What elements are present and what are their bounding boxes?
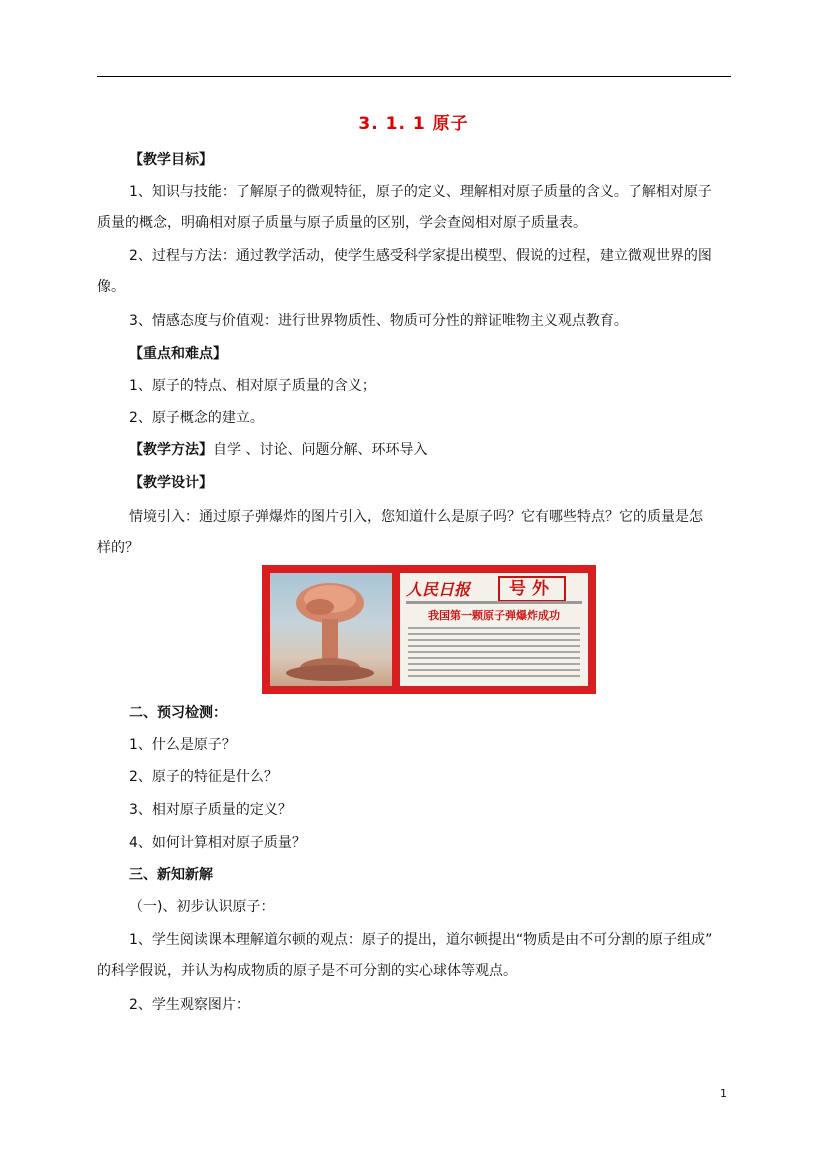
question-4: 4、如何计算相对原子质量？	[129, 835, 306, 851]
new-knowledge-heading: 三、新知新解	[129, 867, 213, 883]
subheading-bar	[406, 601, 582, 604]
text-line	[408, 633, 580, 635]
text-line	[408, 627, 580, 629]
text-line	[408, 651, 580, 653]
keypoint-1: 1、原子的特点、相对原子质量的含义；	[129, 378, 376, 394]
text-line	[408, 675, 580, 677]
preview-heading: 二、预习检测：	[129, 705, 227, 721]
text-line	[408, 657, 580, 659]
header-rule	[97, 76, 731, 77]
method-text: 自学 、讨论、问题分解、环环导入	[213, 442, 428, 458]
design-heading: 【教学设计】	[129, 475, 213, 491]
objective-2-line-2: 像。	[97, 279, 125, 295]
newspaper-page	[400, 573, 588, 686]
text-line	[408, 639, 580, 641]
text-line	[408, 663, 580, 665]
intro-line-2: 样的？	[97, 540, 139, 556]
text-line	[408, 645, 580, 647]
question-3: 3、相对原子质量的定义？	[129, 802, 292, 818]
question-2: 2、原子的特征是什么？	[129, 769, 278, 785]
keypoint-2: 2、原子概念的建立。	[129, 410, 264, 426]
method-heading: 【教学方法】	[129, 442, 213, 458]
mushroom-cloud-icon	[270, 573, 392, 686]
newspaper-name: 人民日报	[406, 580, 471, 599]
objectives-heading: 【教学目标】	[129, 152, 213, 168]
objective-1-line-2: 质量的概念，明确相对原子质量与原子质量的区别，学会查阅相对原子质量表。	[97, 215, 587, 231]
text-line	[408, 669, 580, 671]
question-1: 1、什么是原子？	[129, 737, 236, 753]
mushroom-cloud-photo	[270, 573, 392, 686]
objective-1-line-1: 1、知识与技能：了解原子的微观特征，原子的定义、理解相对原子质量的含义。了解相对原子	[129, 184, 712, 200]
paragraph-1-line-1: 1、学生阅读课本理解道尔顿的观点：原子的提出，道尔顿提出“物质是由不可分割的原子组成”	[129, 932, 713, 948]
keypoints-heading: 【重点和难点】	[129, 346, 227, 362]
paragraph-2: 2、学生观察图片：	[129, 997, 250, 1013]
objective-3: 3、情感态度与价值观：进行世界物质性、物质可分性的辩证唯物主义观点教育。	[129, 313, 628, 329]
page-number: 1	[720, 1087, 727, 1100]
subsection-1: （一)、初步认识原子：	[129, 899, 275, 915]
paragraph-1-line-2: 的科学假说，并认为构成物质的原子是不可分割的实心球体等观点。	[97, 963, 517, 979]
newspaper-headline: 我国第一颗原子弹爆炸成功	[428, 609, 560, 622]
objective-2-line-1: 2、过程与方法：通过教学活动，使学生感受科学家提出模型、假说的过程，建立微观世界的图	[129, 248, 712, 264]
newspaper-figure	[262, 565, 596, 694]
extra-edition-badge: 号外	[498, 576, 566, 602]
method-line	[129, 440, 427, 460]
intro-line-1: 情境引入：通过原子弹爆炸的图片引入，您知道什么是原子吗？它有哪些特点？它的质量是怎	[129, 509, 703, 525]
page-title: 3. 1. 1 原子	[358, 114, 469, 134]
